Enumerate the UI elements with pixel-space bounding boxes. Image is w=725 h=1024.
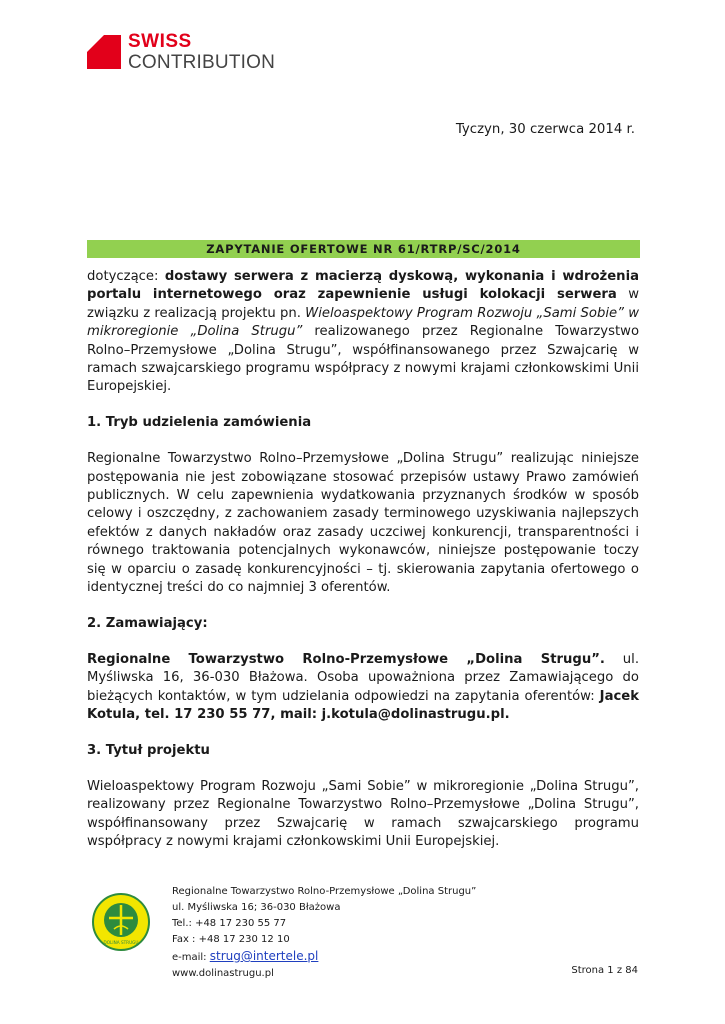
intro-lead: dotyczące: xyxy=(87,269,165,284)
section-2-text xyxy=(87,651,639,725)
dolina-strugu-logo xyxy=(92,893,150,951)
swiss-logo-square xyxy=(87,35,121,69)
section-3-heading: 3. Tytuł projektu xyxy=(87,742,210,758)
footer-email-link[interactable]: strug@intertele.pl xyxy=(209,949,319,963)
section-2-heading: 2. Zamawiający: xyxy=(87,615,208,631)
document-body xyxy=(87,268,639,852)
logo-line-1: SWISS xyxy=(128,31,192,52)
footer-fax: Fax : +48 17 230 12 10 xyxy=(172,934,290,945)
section-2-contact: Jacek Kotula, tel. 17 230 55 77, mail: j.kotula@dolinastrugu.pl. xyxy=(87,688,639,723)
section-1-heading: 1. Tryb udzielenia zamówienia xyxy=(87,414,312,430)
intro-mid: w związku z realizacją projektu pn. xyxy=(87,287,639,321)
logo-line-2: CONTRIBUTION xyxy=(128,52,276,73)
intro-tail: realizowanego przez Regionalne Towarzystwo Rolno–Przemysłowe „Dolina Strugu”, współfinansowanego przez Szwajcarię w ramach szwajcarskiego programu współpracy z nowymi krajami członkowskimi Unii Europejskiej. xyxy=(87,324,640,395)
footer-contact xyxy=(172,884,476,982)
intro-paragraph xyxy=(87,268,639,397)
document-date: Tyczyn, 30 czerwca 2014 r. xyxy=(455,122,635,137)
footer-tel: Tel.: +48 17 230 55 77 xyxy=(172,918,287,929)
section-3-text: Wieloaspektowy Program Rozwoju „Sami Sobie” w mikroregionie „Dolina Strugu”, realizowany przez Regionalne Towarzystwo Rolno–Przemysłowe „Dolina Strugu”, współfinansowany przez Szwajcarię w ramach szwajcarskiego programu współpracy z nowymi krajami członkowskimi Unii Europejskiej. xyxy=(87,778,639,850)
footer-email-line xyxy=(172,948,476,966)
page-number: Strona 1 z 84 xyxy=(571,965,638,976)
footer-www[interactable]: www.dolinastrugu.pl xyxy=(172,968,274,979)
footer-org: Regionalne Towarzystwo Rolno-Przemysłowe „Dolina Strugu” xyxy=(172,886,477,897)
footer-email-label: e-mail: xyxy=(172,952,210,963)
footer-address: ul. Myśliwska 16; 36-030 Błażowa xyxy=(172,902,341,913)
intro-subject: dostawy serwera z macierzą dyskową, wykonania i wdrożenia portalu internetowego oraz zapewnienie usługi kolokacji serwera xyxy=(87,269,639,303)
swiss-contribution-logo xyxy=(87,33,287,77)
section-2-org: Regionalne Towarzystwo Rolno-Przemysłowe „Dolina Strugu”. xyxy=(87,651,605,667)
intro-project-name: Wieloaspektowy Program Rozwoju „Sami Sobie” w mikroregionie „Dolina Strugu” xyxy=(87,305,640,340)
section-1-text: Regionalne Towarzystwo Rolno–Przemysłowe „Dolina Strugu” realizując niniejsze postępowania nie jest zobowiązane stosować przepisów ustawy Prawo zamówień publicznych. W celu zapewnienia wydatkowania przyznanych środków w sposób celowy i oszczędny, z zachowaniem zasady terminowego uzyskiwania najlepszych efektów z danych nakładów oraz zasady uczciwej konkurencji, transparentności i równego traktowania potencjalnych wykonawców, niniejsze postępowanie toczy się w oparciu o zasadę konkurencyjności – tj. skierowania zapytania ofertowego o identycznej treści do co najmniej 3 oferentów. xyxy=(87,451,639,596)
section-2-body: ul. Myśliwska 16, 36-030 Błażowa. Osoba upoważniona przez Zamawiającego do bieżących kontaktów, w tym udzielania odpowiedzi na zapytania oferentów: xyxy=(87,651,640,704)
logo-text: DOLINA STRUGU xyxy=(103,940,139,945)
document-title-banner: ZAPYTANIE OFERTOWE NR 61/RTRP/SC/2014 xyxy=(87,240,640,258)
